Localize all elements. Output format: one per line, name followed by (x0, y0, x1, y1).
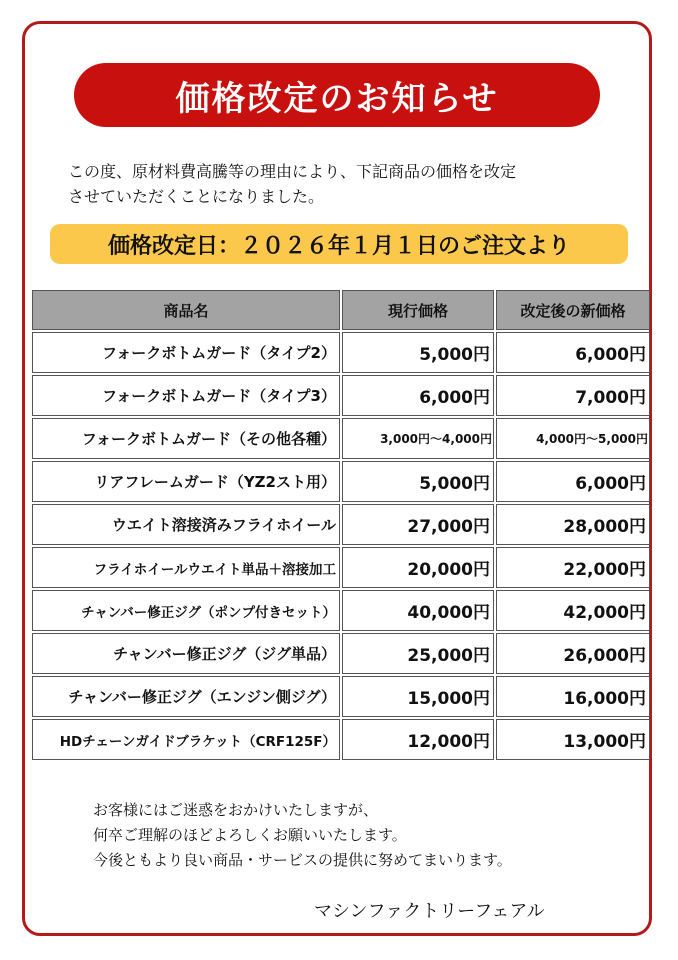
page-title: 価格改定のお知らせ (74, 63, 600, 127)
closing-text (93, 798, 653, 873)
new-price: 4,000円～5,000円 (496, 418, 650, 459)
closing-line: お客様にはご迷惑をおかけいたしますが、 (93, 801, 379, 819)
header-current-price: 現行価格 (342, 290, 494, 330)
current-price: 27,000円 (342, 504, 494, 545)
product-name: チャンバー修正ジグ（ポンプ付きセット） (32, 590, 340, 631)
product-name: HDチェーンガイドブラケット（CRF125F） (32, 719, 340, 760)
new-price: 22,000円 (496, 547, 650, 588)
table-row (32, 504, 650, 545)
new-price: 6,000円 (496, 332, 650, 373)
intro-line: この度、原材料費高騰等の理由により、下記商品の価格を改定 (68, 162, 517, 181)
current-price: 6,000円 (342, 375, 494, 416)
product-name: チャンバー修正ジグ（ジグ単品） (32, 633, 340, 674)
table-header-row (32, 290, 650, 330)
closing-line: 今後ともより良い商品・サービスの提供に努めてまいります。 (93, 851, 512, 869)
table-row (32, 547, 650, 588)
table-row (32, 418, 650, 459)
current-price: 5,000円 (342, 332, 494, 373)
current-price: 5,000円 (342, 461, 494, 502)
current-price: 25,000円 (342, 633, 494, 674)
intro-line: させていただくことになりました。 (68, 187, 325, 206)
new-price: 16,000円 (496, 676, 650, 717)
table-row (32, 590, 650, 631)
current-price: 15,000円 (342, 676, 494, 717)
product-name: リアフレームガード（YZ2スト用） (32, 461, 340, 502)
current-price: 40,000円 (342, 590, 494, 631)
current-price: 3,000円～4,000円 (342, 418, 494, 459)
intro-text (68, 159, 628, 209)
new-price: 7,000円 (496, 375, 650, 416)
product-name: フォークボトムガード（タイプ3） (32, 375, 340, 416)
new-price: 42,000円 (496, 590, 650, 631)
new-price: 26,000円 (496, 633, 650, 674)
current-price: 12,000円 (342, 719, 494, 760)
company-name: マシンファクトリーフェアル (314, 901, 545, 922)
table-row (32, 375, 650, 416)
new-price: 13,000円 (496, 719, 650, 760)
product-name: フォークボトムガード（タイプ2） (32, 332, 340, 373)
product-name: チャンバー修正ジグ（エンジン側ジグ） (32, 676, 340, 717)
table-row (32, 719, 650, 760)
closing-line: 何卒ご理解のほどよろしくお願いいたします。 (93, 826, 407, 844)
table-row (32, 676, 650, 717)
product-name: ウエイト溶接済みフライホイール (32, 504, 340, 545)
header-new-price: 改定後の新価格 (496, 290, 650, 330)
new-price: 6,000円 (496, 461, 650, 502)
header-product-name: 商品名 (32, 290, 340, 330)
effective-date-banner: 価格改定日：２０２６年１月１日のご注文より (50, 224, 628, 264)
table-row (32, 633, 650, 674)
product-name: フライホイールウエイト単品＋溶接加工 (32, 547, 340, 588)
table-row (32, 461, 650, 502)
product-name: フォークボトムガード（その他各種） (32, 418, 340, 459)
table-row (32, 332, 650, 373)
price-table (30, 288, 652, 762)
new-price: 28,000円 (496, 504, 650, 545)
current-price: 20,000円 (342, 547, 494, 588)
